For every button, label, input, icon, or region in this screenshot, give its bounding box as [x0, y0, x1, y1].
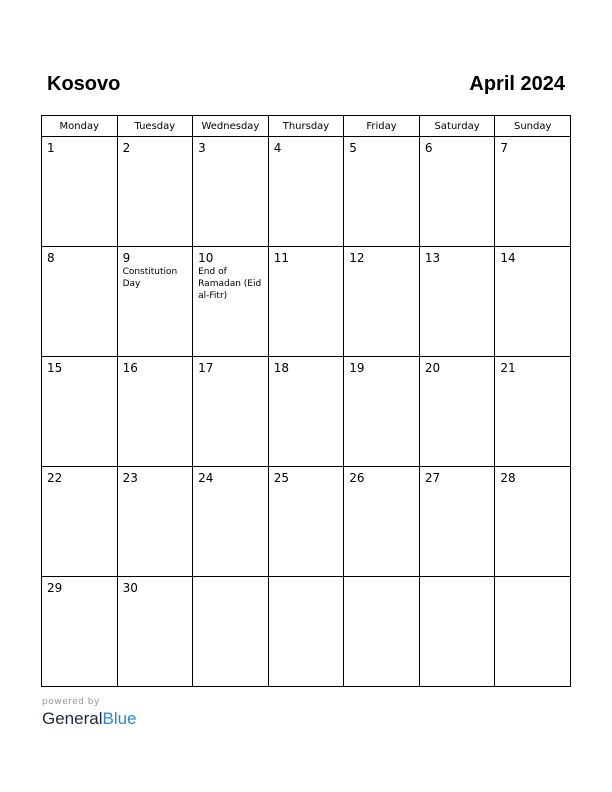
- holiday-label: [344, 581, 419, 582]
- day-number: 7: [500, 141, 509, 155]
- day-cell: [117, 467, 193, 577]
- day-cell: [495, 247, 571, 357]
- holiday-label: [269, 581, 344, 582]
- day-number: 20: [424, 361, 441, 375]
- weekday-header: Saturday: [419, 116, 495, 137]
- holiday-label: [344, 155, 419, 156]
- day-number: 2: [122, 141, 131, 155]
- day-cell: [42, 247, 118, 357]
- week-row: [42, 137, 571, 247]
- brand-blue-text: Blue: [102, 709, 137, 728]
- day-number: 1: [47, 141, 55, 155]
- holiday-label: [420, 375, 495, 376]
- weekday-header: Monday: [42, 116, 118, 137]
- holiday-label: [118, 485, 193, 486]
- week-row: [42, 577, 571, 687]
- holiday-label: [42, 595, 117, 596]
- day-cell: [117, 357, 193, 467]
- generalblue-logo[interactable]: [42, 709, 137, 729]
- weekday-header: Thursday: [268, 116, 344, 137]
- day-cell: [495, 467, 571, 577]
- day-cell: [268, 357, 344, 467]
- day-cell: [117, 577, 193, 687]
- day-cell: [193, 137, 269, 247]
- weekday-header-row: [42, 116, 571, 137]
- holiday-label: [269, 155, 344, 156]
- day-cell: [193, 467, 269, 577]
- day-number: 26: [349, 471, 365, 485]
- day-cell: [117, 247, 193, 357]
- day-cell: [193, 247, 269, 357]
- day-cell: [419, 467, 495, 577]
- day-number: 6: [424, 141, 433, 155]
- holiday-label: [495, 581, 570, 582]
- holiday-label: [420, 155, 495, 156]
- day-cell: [344, 357, 420, 467]
- day-cell: [495, 577, 571, 687]
- day-cell: [193, 357, 269, 467]
- holiday-label: [193, 581, 268, 582]
- day-number: 25: [273, 471, 289, 485]
- day-cell: [344, 467, 420, 577]
- holiday-label: [118, 155, 193, 156]
- day-number: 22: [47, 471, 63, 485]
- day-cell: [419, 247, 495, 357]
- week-row: [42, 467, 571, 577]
- day-cell: [344, 137, 420, 247]
- weekday-header: Friday: [344, 116, 420, 137]
- week-row: [42, 357, 571, 467]
- day-number: 23: [122, 471, 138, 485]
- holiday-label: [193, 485, 268, 486]
- holiday-label: [344, 265, 419, 266]
- weekday-header: Sunday: [495, 116, 571, 137]
- holiday-label: [420, 485, 495, 486]
- day-number: 5: [349, 141, 357, 155]
- day-cell: [344, 577, 420, 687]
- day-number: 14: [500, 251, 516, 265]
- day-cell: [193, 577, 269, 687]
- day-number: 18: [273, 361, 289, 375]
- powered-by-label: powered by: [42, 697, 100, 707]
- month-title: April 2024: [469, 73, 565, 95]
- day-cell: [268, 467, 344, 577]
- day-cell: [42, 577, 118, 687]
- holiday-label: [344, 485, 419, 486]
- holiday-label: [420, 265, 495, 266]
- day-cell: [42, 467, 118, 577]
- day-number: 15: [47, 361, 63, 375]
- day-cell: [117, 137, 193, 247]
- day-number: 10: [198, 251, 214, 265]
- holiday-label: [42, 155, 117, 156]
- holiday-label: [42, 485, 117, 486]
- day-number: 9: [122, 251, 131, 265]
- holiday-label: [495, 265, 570, 266]
- holiday-label: [269, 485, 344, 486]
- holiday-label: [344, 375, 419, 376]
- day-cell: [42, 137, 118, 247]
- day-cell: [419, 137, 495, 247]
- day-number: 16: [122, 361, 138, 375]
- weekday-header: Wednesday: [193, 116, 269, 137]
- day-cell: [495, 357, 571, 467]
- day-number: 17: [198, 361, 214, 375]
- day-number: 13: [424, 251, 441, 265]
- holiday-label: End of Ramadan (Eid al-Fitr): [198, 267, 262, 301]
- day-number: 11: [273, 251, 289, 265]
- day-number: 24: [198, 471, 214, 485]
- day-number: 19: [349, 361, 365, 375]
- holiday-label: [42, 265, 117, 266]
- holiday-label: [118, 375, 193, 376]
- day-cell: [495, 137, 571, 247]
- weekday-header: Tuesday: [117, 116, 193, 137]
- holiday-label: [495, 375, 570, 376]
- day-number: 29: [47, 581, 63, 595]
- day-cell: [268, 577, 344, 687]
- day-cell: [419, 357, 495, 467]
- day-number: 28: [500, 471, 516, 485]
- day-cell: [268, 137, 344, 247]
- calendar-grid: [41, 115, 571, 687]
- day-cell: [419, 577, 495, 687]
- holiday-label: [42, 375, 117, 376]
- day-number: 4: [273, 141, 282, 155]
- brand-general-text: General: [42, 709, 103, 728]
- day-number: 8: [47, 251, 55, 265]
- day-number: 27: [424, 471, 441, 485]
- footer-branding[interactable]: [42, 697, 137, 729]
- holiday-label: [269, 265, 344, 266]
- day-number: 3: [198, 141, 206, 155]
- holiday-label: [193, 375, 268, 376]
- day-number: 12: [349, 251, 365, 265]
- week-row: [42, 247, 571, 357]
- country-title: Kosovo: [47, 73, 121, 95]
- holiday-label: [269, 375, 344, 376]
- day-number: 30: [122, 581, 138, 595]
- holiday-label: [495, 485, 570, 486]
- holiday-label: Constitution Day: [122, 267, 178, 289]
- holiday-label: [193, 155, 268, 156]
- day-cell: [42, 357, 118, 467]
- holiday-label: [495, 155, 570, 156]
- day-cell: [268, 247, 344, 357]
- day-number: 21: [500, 361, 516, 375]
- day-cell: [344, 247, 420, 357]
- holiday-label: [420, 581, 495, 582]
- holiday-label: [118, 595, 193, 596]
